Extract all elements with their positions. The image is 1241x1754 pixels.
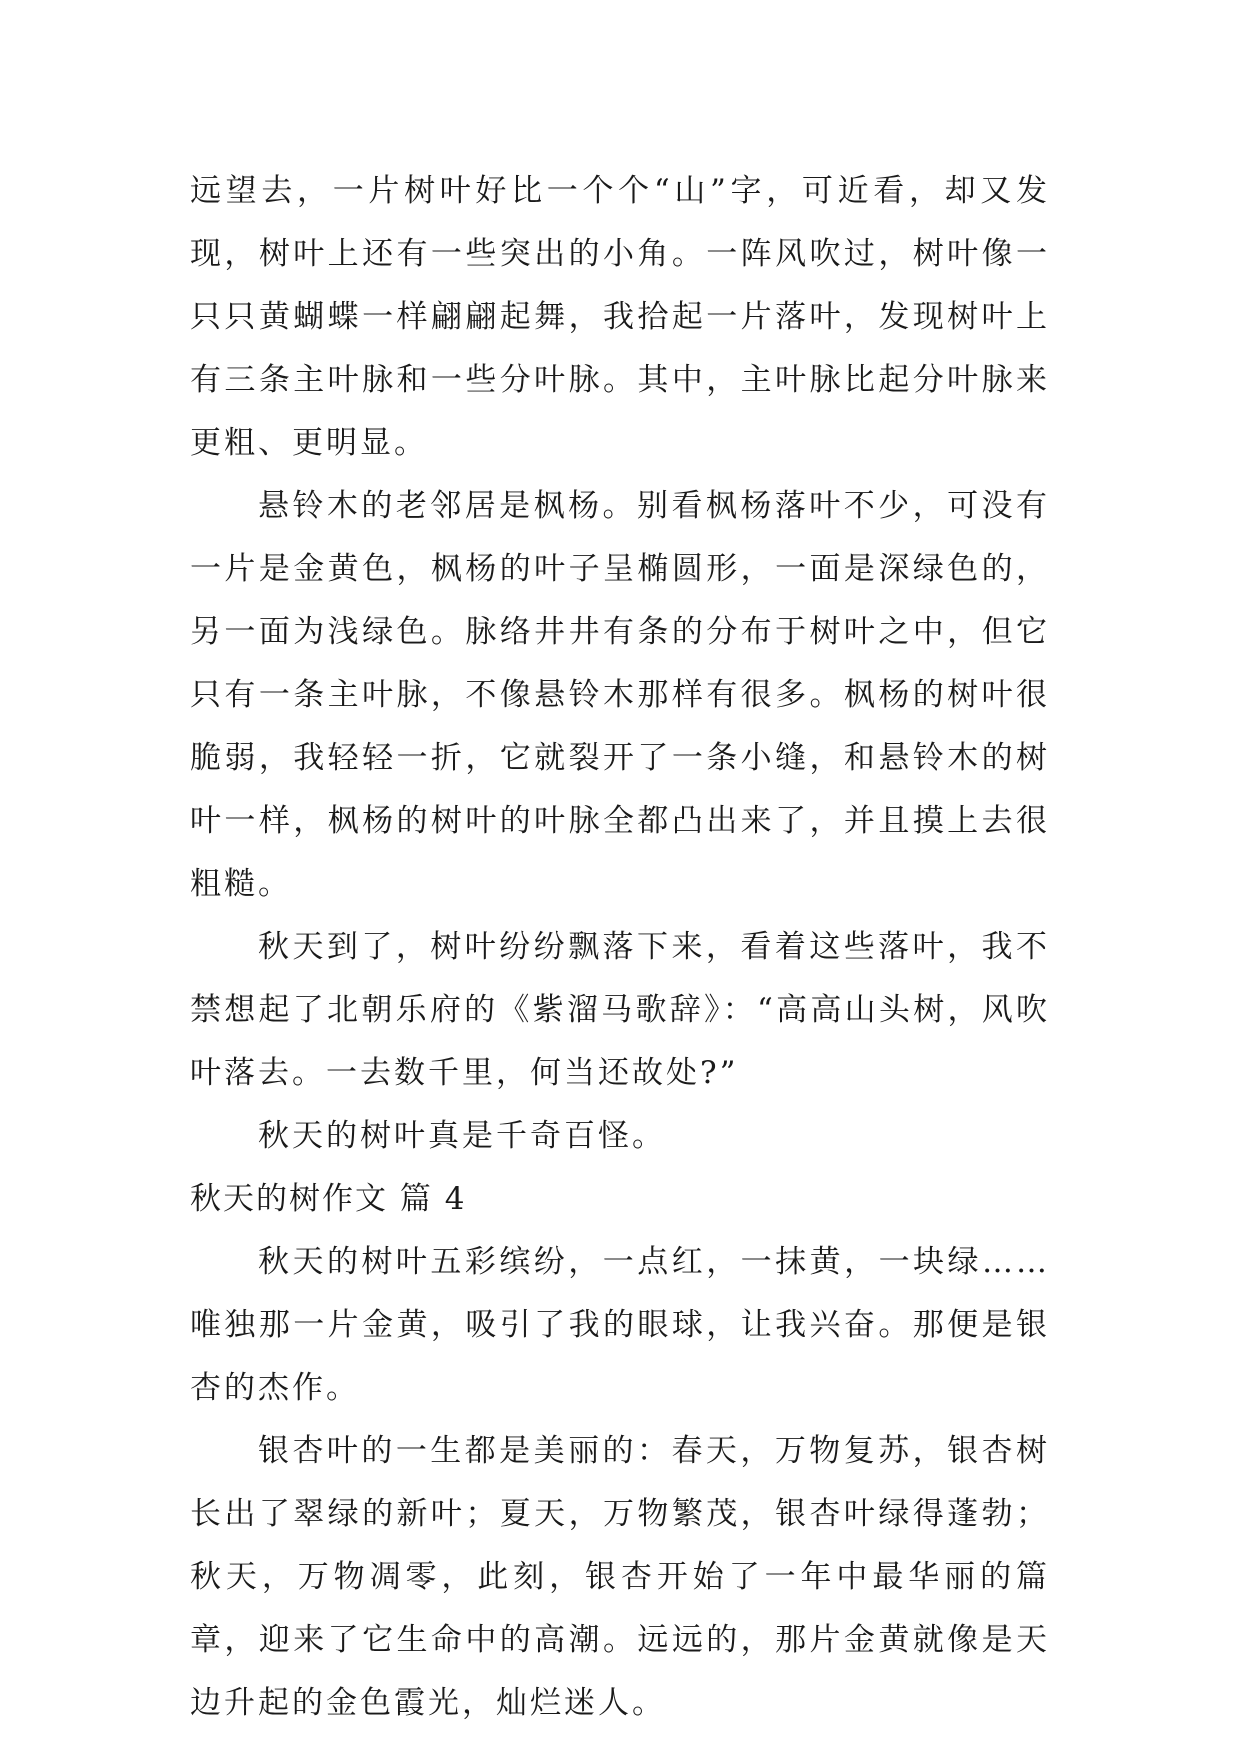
paragraph-6: 银杏叶的一生都是美丽的：春天，万物复苏，银杏树长出了翠绿的新叶；夏天，万物繁茂，银杏叶绿得蓬勃；秋天，万物凋零，此刻，银杏开始了一年中最华丽的篇章，迎来了它生命中的高潮。远远的，那片金黄就像是天边升起的金色霞光，灿烂迷人。 — [190, 1433, 1050, 1721]
paragraph-2: 悬铃木的老邻居是枫杨。别看枫杨落叶不少，可没有一片是金黄色，枫杨的叶子呈椭圆形，一面是深绿色的，另一面为浅绿色。脉络井井有条的分布于树叶之中，但它只有一条主叶脉，不像悬铃木那样有很多。枫杨的树叶很脆弱，我轻轻一折，它就裂开了一条小缝，和悬铃木的树叶一样，枫杨的树叶的叶脉全都凸出来了，并且摸上去很粗糙。 — [190, 488, 1050, 902]
paragraph-5: 秋天的树叶五彩缤纷，一点红，一抹黄，一块绿……唯独那一片金黄，吸引了我的眼球，让我兴奋。那便是银杏的杰作。 — [190, 1244, 1050, 1406]
paragraph-3: 秋天到了，树叶纷纷飘落下来，看着这些落叶，我不禁想起了北朝乐府的《紫溜马歌辞》：“高高山头树，风吹叶落去。一去数千里，何当还故处?” — [190, 929, 1050, 1091]
section-heading: 秋天的树作文 篇 4 — [190, 1181, 467, 1217]
document-page — [190, 160, 1050, 1735]
paragraph-4: 秋天的树叶真是千奇百怪。 — [258, 1118, 666, 1154]
paragraph-1: 远望去，一片树叶好比一个个“山”字，可近看，却又发现，树叶上还有一些突出的小角。一阵风吹过，树叶像一只只黄蝴蝶一样翩翩起舞，我拾起一片落叶，发现树叶上有三条主叶脉和一些分叶脉。其中，主叶脉比起分叶脉来更粗、更明显。 — [190, 173, 1050, 461]
